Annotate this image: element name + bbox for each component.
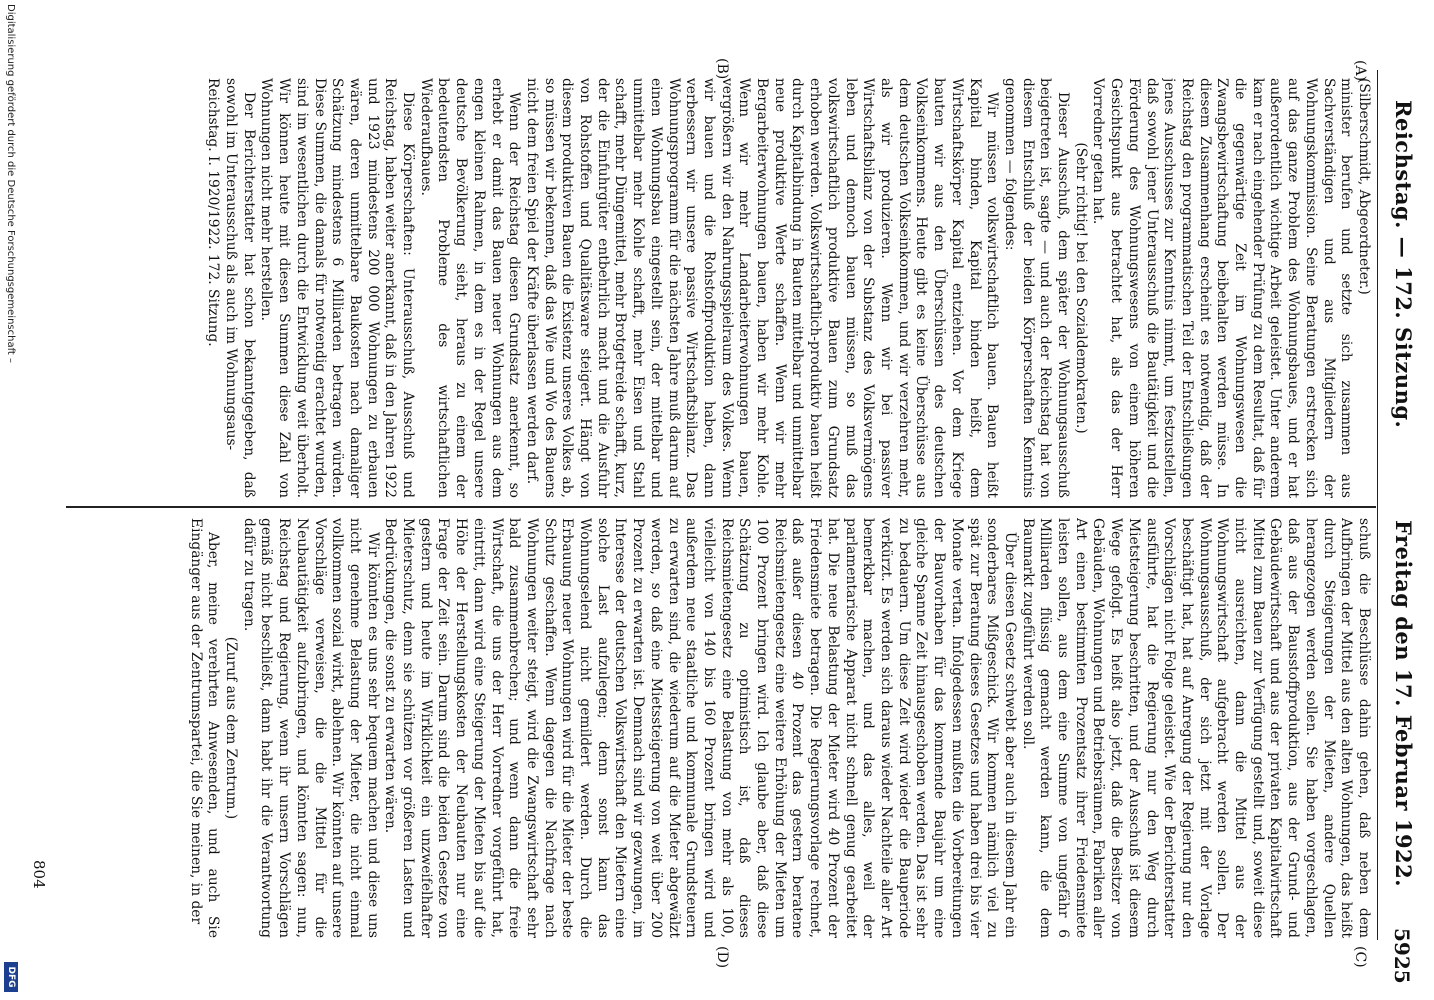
column-divider [66,506,1376,508]
paragraph: Wenn der Reichstag diesen Grundsatz anerkennt, so erhebt er damit das Bauen neuer Wohnungen aus dem engen kleinen Rahmen, in dem es in der Regel unsere deutsche Bevölkerung sieht, heraus zu einem der bedeutendsten Probleme des wirtschaftlichen Wiederaufbaues. [417,78,523,498]
paragraph: Wir könnten es uns sehr bequem machen und diese uns nicht genehme Belastung der Mieter, die nicht einmal vollkommen sozial wirkt, ablehnen. Wir könnten auf unsere Vorschläge verweisen, die die Mittel für die Neubautätigkeit aufzubringen, und könnten sagen: nun, Reichstag und Regierung, wenn ihr unsern Vorschlägen gemäß nicht beschließt, dann habt ihr die Verantwortung dafür zu tragen. [240,518,381,938]
text-column-left [72,78,1372,498]
header-rule [1377,70,1378,940]
paragraph: minister berufen und setzte sich zusammen aus Sachverständigen und aus Mitgliedern der Wohnungskommission. Seine Beratungen erstrecken sich auf das ganze Problem des Wohnungsbaues, und er hat außerordentlich wichtige Arbeit geleistet. Unter anderem kam er nach eingehender Prüfung zu dem Resultat, daß für die gegenwärtige Zeit im Wohnungswesen die Zwangsbewirtschaftung beibehalten werden müsse. In diesem Zusammenhang erscheint es notwendig, daß der Reichstag den programmatischen Teil der Entschließungen jenes Ausschusses zur Kenntnis nimmt, um festzustellen, daß sowohl jener Unterausschuß die Bautätigkeit und die Förderung des Wohnungswesens von einem höheren Gesichtspunkt aus betrachtet hat, als das der Herr Vorredner getan hat. [1090,78,1355,498]
interjection: (Sehr richtig! bei den Sozialdemokraten.) [1072,142,1089,434]
margin-marker-d: (D) [714,946,730,969]
paragraph: Über diesen Gesetz schwebt aber auch in diesem Jahr ein sonderbares Mißgeschick. Wir kommen nämlich viel zu spät zur Beratung dieses Gesetzes und haben drei bis vier Monate vertan. Infolgedessen mußten die Vorbereitungen der Bauvorhaben für das kommende Baujahr um eine gleiche Spanne Zeit hinausgeschoben werden. Das ist sehr zu bedauern. Um diese Zeit wird wieder die Bauperiode verkürzt. Es werden sich daraus wieder Nachteile aller Art bemerkbar machen, und das alles, weil der parlamentarische Apparat nicht schnell genug gearbeitet hat. Die neue Belastung der Mieter wird 40 Prozent der Friedensmiete betragen. Die Regierungsvorlage rechnet, daß außer diesen 40 Prozent das gestern beratene Reichsmietengesetz eine weitere Erhöhung der Mieten um 100 Prozent bringen wird. Ich glaube aber, daß diese Schätzung zu optimistisch ist, daß dieses Reichsmietengesetz eine Belastung von mehr als 100, vielleicht von 140 bis 160 Prozent bringen wird und außerdem neue staatliche und kommunale Grundsteuern zu erwarten sind, die wiederum auf die Mieter abgewälzt werden, so daß eine Mietssteigerung von weit über 200 Prozent zu erwarten ist. Demnach sind wir gezwungen, im Interesse der deutschen Volkswirtschaft den Mietern eine solche Last aufzulegen; denn sonst kann das Wohnungselend nicht gemildert werden. Durch die Erbauung neuer Wohnungen wird für die Mieter der beste Schutz geschaffen. Wenn dagegen die Nachfrage nach Wohnungen weiter steigt, wird die Zwangswirtschaft sehr bald zusammenbrechen; und wenn dann die freie Wirtschaft, die uns der Herr Vorredner vorgeführt hat, eintritt, dann wird eine Steigerung der Mieten bis auf die Höhe der Herstellungskosten der Neubauten nur eine Frage der Zeit sein. Darum sind die beiden Gesetze von gestern und heute im Wirklichkeit ein unzweifelhafter Mieterschutz, denn sie schützen vor größeren Lasten und Bedrückungen, die sonst zu erwarten wären. [382,518,1018,938]
signature-line: Reichstag. I. 1920/1922. 172. Sitzung. [205,78,222,347]
sheet-number: 804 [30,860,48,889]
speaker-line: (Silberschmidt, Abgeordneter.) [1356,78,1372,295]
running-header-right: Freitag den 17. Februar 1922. [1391,520,1416,888]
interjection: (Zuruf aus dem Zentrum.) [223,636,239,820]
margin-marker-a: (A) [1352,60,1368,82]
paragraph: Diese Körperschaften: Unterausschuß, Ausschuß und Reichstag, haben weiter anerkannt, daß in den Jahren 1922 und 1923 mindestens 200 000 Wohnungen zu erbauen wären, deren unmittelbare Baukosten nach damaliger Schätzung mindestens 6 Milliarden betragen würden. Diese Summen, die damals für notwendig erachtet wurden, sind im wesentlichen durch die Entwicklung weit überholt. Wir können heute mit diesen Summen diese Zahl von Wohnungen nicht mehr herstellen. [258,78,417,498]
paragraph: Aber, meine verehrten Anwesenden, und auch Sie Eingänger aus der Zentrumspartei, die Sie meinen, in der [187,518,222,938]
quoted-paragraph: Wir müssen volkswirtschaftlich bauen. Bauen heißt Kapital binden, Kapital binden heißt, dem Wirtschaftskörper Kapital entziehen. Vor dem Kriege bauten wir aus den Überschüssen des deutschen Volkseinkommens. Heute gibt es keine Überschüsse aus dem deutschen Volkseinkommen, und wir verzehren mehr, als wir produzieren. Wenn wir bei passiver Wirtschaftsbilanz von der Substanz des Volksvermögens leben und dennoch bauen müssen, so muß das volkswirtschaftlich produktive Bauen zum Grundsatz erhoben werden. Volkswirtschaftlich-produktiv bauen heißt durch Kapitalbindung in Bauten mittelbar und unmittelbar neue produktive Werte schaffen. Wenn wir mehr Bergarbeiterwohnungen bauen, haben wir mehr Kohle. Wenn wir mehr Landarbeiterwohnungen bauen, vergrößern wir den Nahrungsspielraum des Volkes. Wenn wir bauen und die Rohstoffproduktion haben, dann verbessern wir unsere passive Wirtschaftsbilanz. Das Wohnungsprogramm für die nächsten Jahre muß darum auf einen Wohnungsbau eingestellt sein, der mittelbar und unmittelbar mehr Kohle schafft, mehr Eisen und Stahl schafft, mehr Düngemittel, mehr Brotgetreide schafft, kurz, der die Einfuhrgüter entbehrlich macht und die Ausfuhr von Rohstoffen und Qualitätsware steigert. Hängt von diesem produktiven Bauen die Existenz unseres Volkes ab, so müssen wir bekennen, daß das Wie und Wo des Bauens nicht dem freien Spiel der Kräfte überlassen werden darf. [523,78,1001,498]
paragraph: Der Berichterstatter hat schon bekanntgegeben, daß sowohl im Unterausschuß als auch im Wohnungsaus- [223,78,257,498]
page-number: 5925 [1390,928,1414,984]
running-header-left: Reichstag. — 172. Sitzung. [1391,100,1416,429]
text-column-right [72,518,1372,938]
margin-marker-c: (C) [1352,946,1368,968]
margin-marker-b: (B) [714,58,730,80]
paragraph: Dieser Ausschuß, dem später der Wohnungsausschuß beigetreten ist, sagte — und auch der Reichstag hat von diesem Entschluß der beiden Körperschaften Kenntnis genommen — folgendes: [1001,78,1072,498]
paragraph: schuß die Beschlüsse dahin gehen, daß neben dem Aufbringen der Mittel aus den alten Wohnungen, das heißt durch Steigerungen der Mieten, andere Quellen herangezogen werden sollen. Sie haben vorgeschlagen, daß aus der Bausstoffproduktion, aus der Grund- und Gebäudewirtschaft und aus der privaten Kapitalwirtschaft Mittel zum Bauen zur Verfügung gestellt und, soweit diese nicht ausreichten, dann die Mittel aus der Wohnungswirtschaft aufgebracht werden sollen. Der Wohnungsausschuß, der sich jetzt mit der Vorlage beschäftigt hat, hat auf Anregung der Regierung nur den Vorschlägen nicht Folge geleistet. Wie der Berichterstatter ausführte, hat die Regierung nur den Weg durch Mietsteigerung beschritten, und der Ausschuß ist diesem Wege gefolgt. Es heißt also jetzt, daß die Besitzer von Gebäuden, Wohnungen und Betriebsräumen, Fabriken aller Art einen bestimmten Prozentsatz ihrer Friedensmiete leisten sollen, aus dem eine Summe von ungefähr 6 Milliarden flüssig gemacht werden kann, die dem Baumarkt zugeführt werden soll. [1019,518,1372,938]
dfg-logo: DFG [4,962,18,992]
digitization-credit: Digitalisierung gefördert durch die Deutsche Forschungsgemeinschaft – [5,4,16,364]
